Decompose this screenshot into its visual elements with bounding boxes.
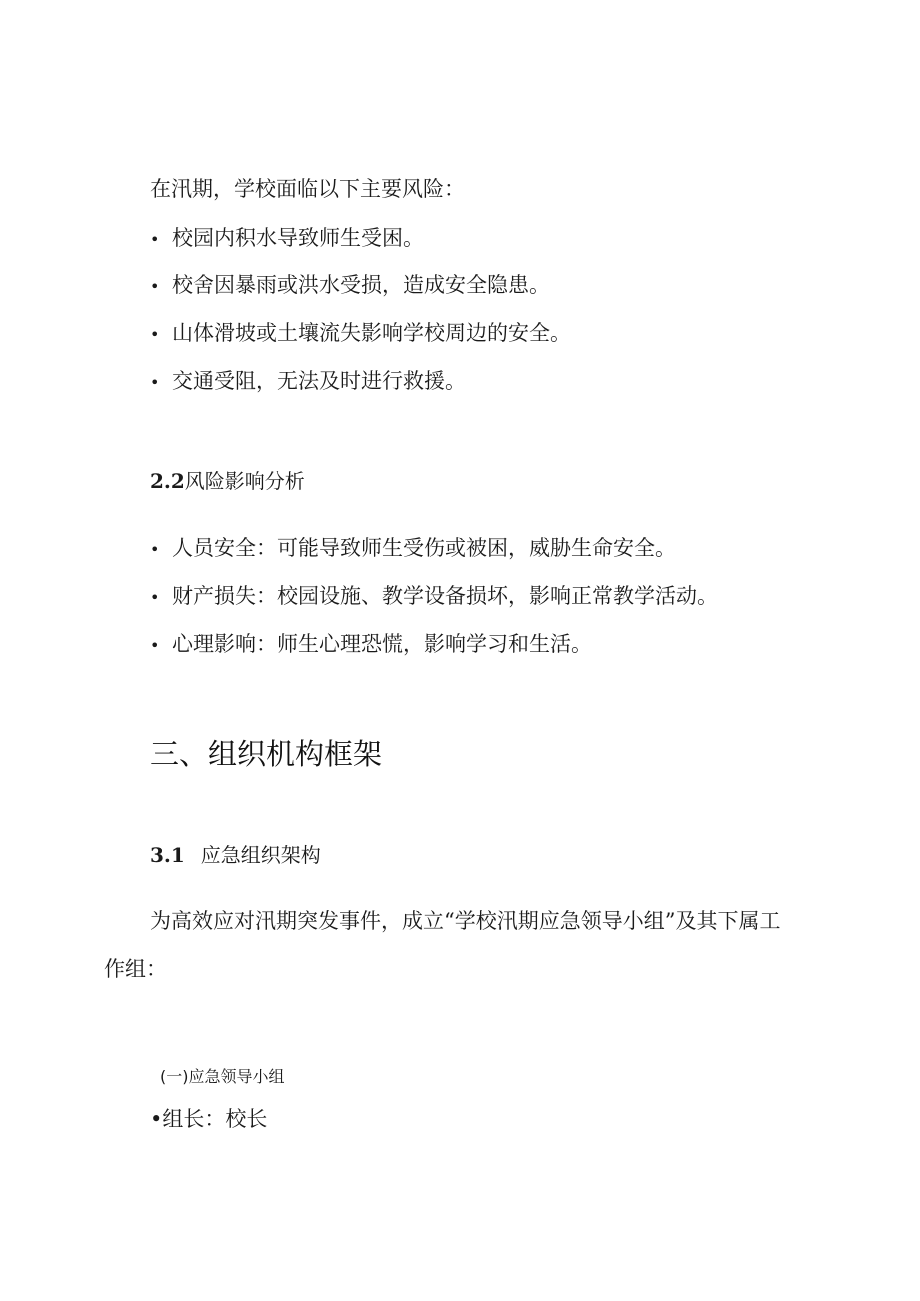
list-item: [150, 271, 550, 301]
bullet-icon: •: [150, 277, 160, 296]
list-item: [150, 224, 424, 254]
list-item: [150, 534, 676, 564]
bullet-icon: •: [150, 373, 160, 392]
group-heading: (一)应急领导小组: [160, 1067, 285, 1086]
risk-item-2: 校舍因暴雨或洪水受损，造成安全隐患。: [172, 273, 550, 297]
section-title: 三、组织机构框架: [150, 737, 383, 771]
risk-item-3: 山体滑坡或土壤流失影响学校周边的安全。: [172, 321, 571, 345]
subsection-title: 应急组织架构: [200, 843, 321, 867]
subsection-title: 风险影响分析: [184, 469, 305, 493]
risk-item-1: 校园内积水导致师生受困。: [172, 226, 424, 250]
paragraph-line-1: 为高效应对汛期突发事件，成立“学校汛期应急领导小组”及其下属工: [150, 909, 781, 933]
bullet-icon: •: [150, 636, 160, 655]
subsection-heading-2-2: [150, 467, 305, 495]
group-leader: •组长：校长: [150, 1107, 268, 1131]
list-item: [150, 367, 466, 397]
subsection-number: 3.1: [150, 843, 185, 867]
list-item: [150, 582, 718, 612]
bullet-icon: •: [150, 230, 160, 249]
bullet-icon: •: [150, 325, 160, 344]
subsection-number: 2.2: [150, 469, 185, 493]
impact-item-2: 财产损失：校园设施、教学设备损坏，影响正常教学活动。: [172, 584, 718, 608]
list-item: [150, 319, 571, 349]
risk-intro: 在汛期，学校面临以下主要风险：: [150, 177, 465, 201]
impact-item-1: 人员安全：可能导致师生受伤或被困，威胁生命安全。: [172, 536, 676, 560]
impact-item-3: 心理影响：师生心理恐慌，影响学习和生活。: [172, 632, 592, 656]
risk-item-4: 交通受阻，无法及时进行救援。: [172, 369, 466, 393]
subsection-heading-3-1: [150, 841, 321, 869]
paragraph-line-2: 作组：: [104, 957, 167, 981]
bullet-icon: •: [150, 588, 160, 607]
list-item: [150, 630, 592, 660]
bullet-icon: •: [150, 540, 160, 559]
